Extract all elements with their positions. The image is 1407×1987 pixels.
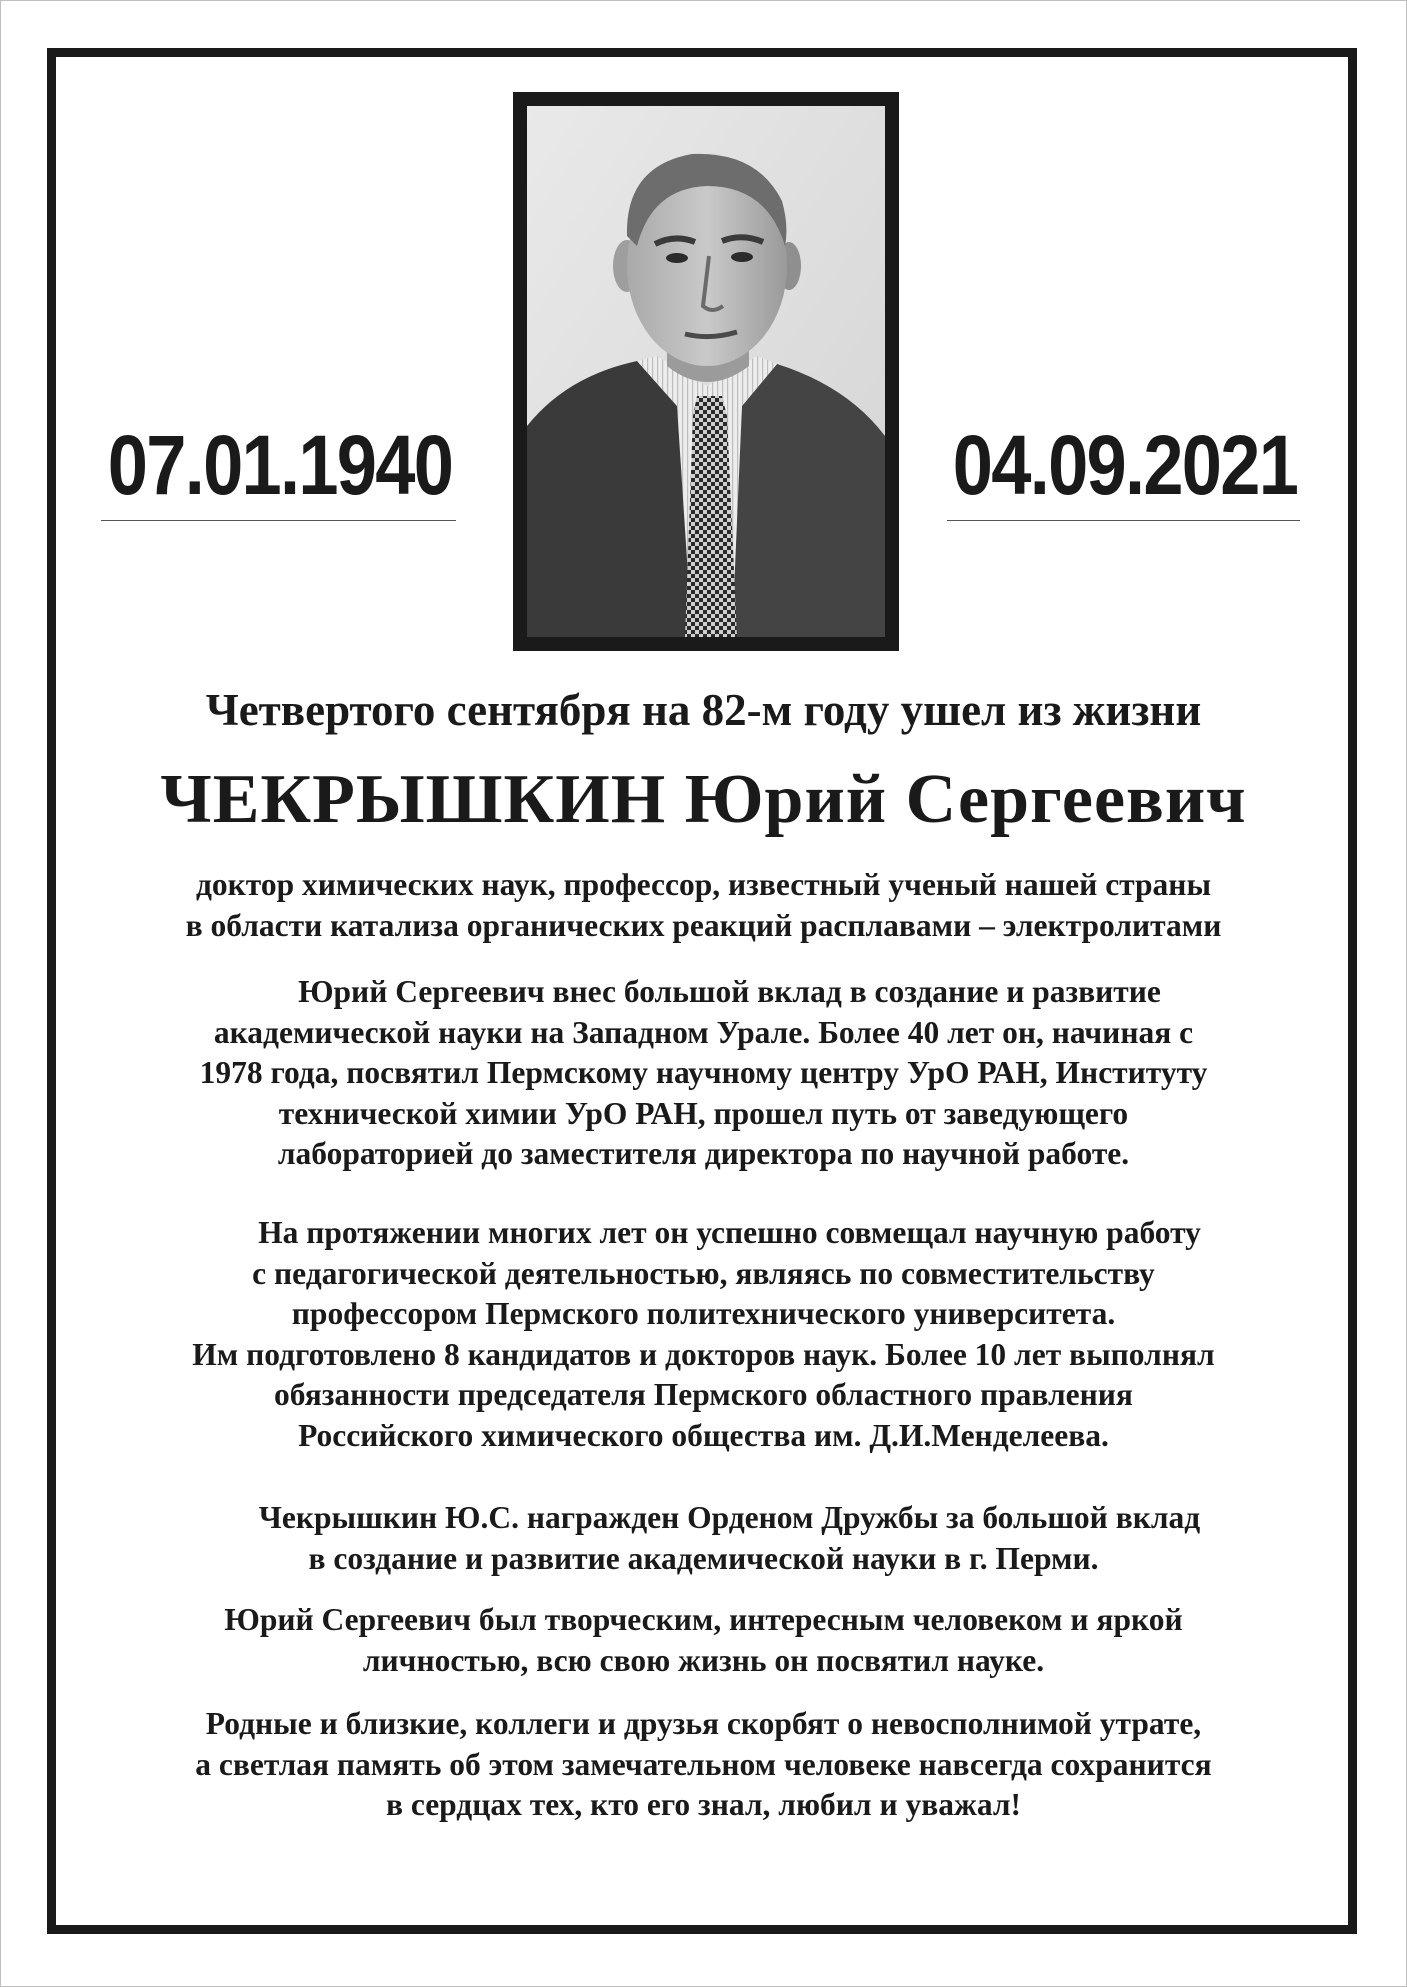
paragraph-teaching	[70, 1213, 1337, 1456]
text-line: академической науки на Западном Урале. Более 40 лет он, начиная с	[213, 1014, 1194, 1050]
birth-date-underline	[101, 520, 456, 521]
text-line: Юрий Сергеевич был творческим, интересным человеком и яркой	[224, 1602, 1183, 1637]
text-line: 1978 года, посвятил Пермскому научному центру УрО РАН, Институту	[199, 1055, 1208, 1090]
text-line: Чекрышкин Ю.С. награжден Орденом Дружбы за большой вклад	[258, 1500, 1201, 1535]
text-line: в области катализа органических реакций расплавами – электролитами	[185, 907, 1222, 943]
text-line: Юрий Сергеевич внес большой вклад в создание и развитие	[298, 974, 1161, 1009]
text-line: а светлая память об этом замечательном человеке навсегда сохранится	[195, 1746, 1212, 1782]
full-name: ЧЕКРЫШКИН Юрий Сергеевич	[160, 761, 1247, 838]
text-line: На протяжении многих лет он успешно совмещал научную работу	[258, 1215, 1201, 1250]
paragraph-career	[70, 972, 1337, 1175]
text-line: лабораторией до заместителя директора по научной работе.	[277, 1136, 1130, 1171]
text-line: Российского химического общества им. Д.И.Менделеева.	[298, 1417, 1109, 1453]
paragraph-award	[70, 1498, 1337, 1579]
text-line: в создание и развитие академической науки в г. Перми.	[308, 1540, 1099, 1576]
death-date: 04.09.2021	[952, 418, 1298, 512]
headline: Четвертого сентября на 82-м году ушел из жизни	[205, 685, 1202, 735]
text-line: Родные и близкие, коллеги и друзья скорбят о невосполнимой утрате,	[205, 1706, 1202, 1741]
text-line: личностью, всю свою жизнь он посвятил науке.	[362, 1642, 1045, 1678]
paragraph-personality	[70, 1600, 1337, 1681]
portrait-photo	[527, 106, 885, 637]
text-line: Им подготовлено 8 кандидатов и докторов наук. Более 10 лет выполнял	[192, 1336, 1215, 1372]
text-line: с педагогической деятельностью, являясь по совместительству	[252, 1255, 1155, 1291]
text-line: профессором Пермского политехнического университета.	[291, 1296, 1116, 1331]
birth-date: 07.01.1940	[107, 418, 453, 512]
text-line: обязанности председателя Пермского областного правления	[274, 1377, 1133, 1412]
text-line: технической химии УрО РАН, прошел путь от заведующего	[278, 1095, 1129, 1131]
text-line: в сердцах тех, кто его знал, любил и уважал!	[385, 1787, 1022, 1822]
paragraph-titles	[70, 865, 1337, 946]
death-date-underline	[947, 520, 1300, 521]
text-line: доктор химических наук, профессор, известный ученый нашей страны	[195, 867, 1212, 902]
portrait-frame	[513, 92, 899, 651]
paragraph-condolence	[70, 1704, 1337, 1826]
